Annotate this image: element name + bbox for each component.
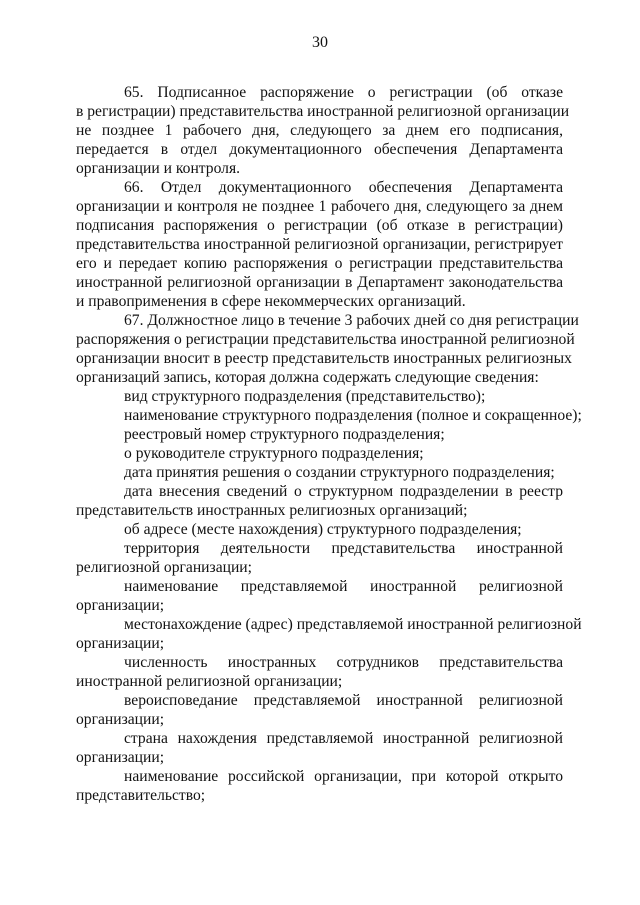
text-line: наименование представляемой иностранной религиозной [124,578,563,595]
text-line: 66. Отдел документационного обеспечения Департамента [124,179,563,196]
text-line: подписания распоряжения о регистрации (об отказе в регистрации) [76,217,563,234]
paragraph [76,463,563,482]
text-line: территория деятельности представительства иностранной [124,540,563,557]
paragraph [76,387,563,406]
text-line: передается в отдел документационного обеспечения Департамента [76,141,563,158]
text-line: наименование структурного подразделения (полное и сокращенное); [124,407,582,424]
text-line: 65. Подписанное распоряжение о регистрации (об отказе [124,84,563,101]
text-line: организации; [76,635,165,652]
text-line: представительства иностранной религиозной организации, регистрирует [76,236,563,253]
text-line: организации вносит в реестр представительств иностранных религиозных [76,350,572,367]
text-line: местонахождение (адрес) представляемой иностранной религиозной [124,616,582,633]
text-line: об адресе (месте нахождения) структурного подразделения; [124,521,522,538]
text-line: о руководителе структурного подразделения; [124,445,424,462]
paragraph [76,729,563,767]
text-line: и правоприменения в сфере некоммерческих организаций. [76,293,466,310]
text-line: организаций запись, которая должна содержать следующие сведения: [76,369,539,386]
text-line: организации; [76,597,165,614]
page-number: 30 [312,34,328,51]
text-line: не позднее 1 рабочего дня, следующего за днем его подписания, [76,122,563,139]
text-line: иностранной религиозной организации; [76,673,343,690]
paragraph [76,178,563,311]
text-line: его и передает копию распоряжения о регистрации представительства [76,255,563,272]
text-line: организации и контроля. [76,160,241,177]
text-line: в регистрации) представительства иностранной религиозной организации [76,103,570,120]
paragraph [76,691,563,729]
paragraph [76,425,563,444]
text-line: иностранной религиозной организации в Департамент законодательства [76,274,563,291]
text-line: страна нахождения представляемой иностранной религиозной [124,730,563,747]
text-line: представительств иностранных религиозных организаций; [76,502,468,519]
paragraph [76,577,563,615]
text-line: вид структурного подразделения (представительство); [124,388,486,405]
paragraph [76,83,570,178]
text-line: организации и контроля не позднее 1 рабочего дня, следующего за днем [76,198,563,215]
text-line: дата внесения сведений о структурном подразделении в реестр [124,483,563,500]
text-line: реестровый номер структурного подразделения; [124,426,445,443]
paragraph [76,520,563,539]
text-line: дата принятия решения о создании структурного подразделения; [124,464,555,481]
paragraph [76,653,563,691]
text-line: распоряжения о регистрации представительства иностранной религиозной [76,331,575,348]
text-line: организации; [76,711,165,728]
text-line: наименование российской организации, при которой открыто [124,768,563,785]
paragraph [76,767,563,805]
text-line: 67. Должностное лицо в течение 3 рабочих дней со дня регистрации [124,312,579,329]
paragraph [76,615,582,653]
paragraph [76,406,582,425]
paragraph [76,539,563,577]
paragraph [76,444,563,463]
paragraph [76,482,563,520]
text-line: религиозной организации; [76,559,252,576]
document-body [76,83,582,805]
text-line: вероисповедание представляемой иностранной религиозной [124,692,563,709]
text-line: организации; [76,749,165,766]
text-line: представительство; [76,787,206,804]
text-line: численность иностранных сотрудников представительства [124,654,563,671]
paragraph [76,311,579,387]
